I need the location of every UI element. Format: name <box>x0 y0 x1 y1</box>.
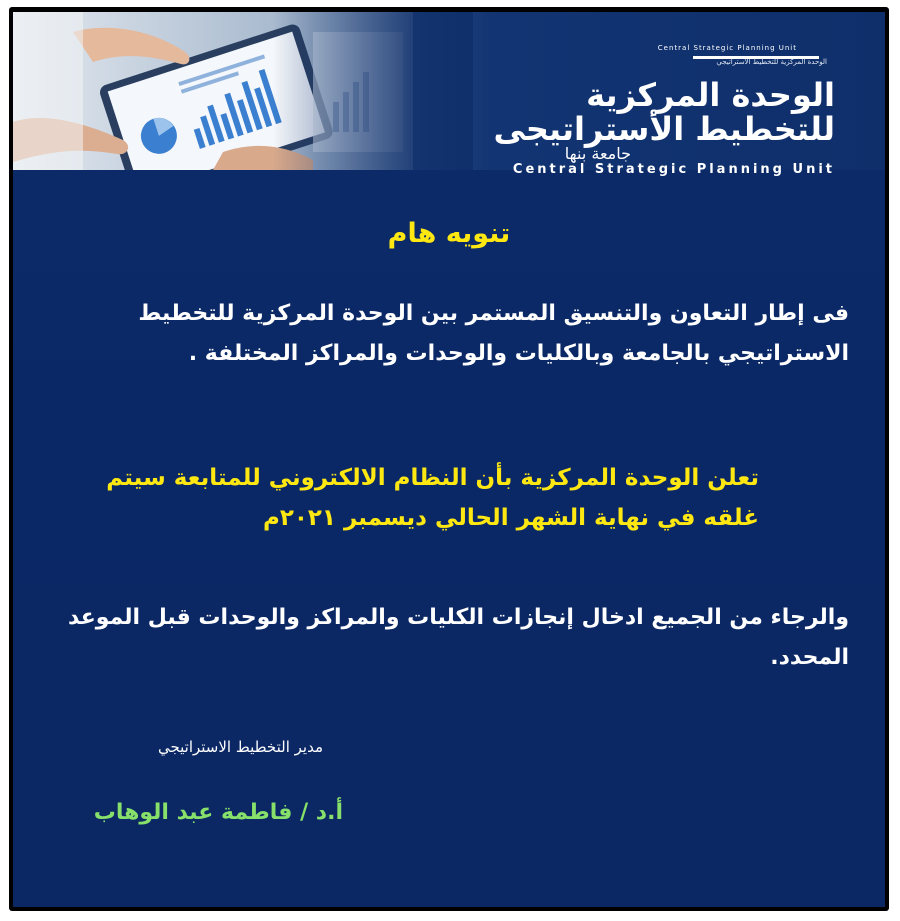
notice-content <box>13 170 885 907</box>
signatory-name: أ.د / فاطمة عبد الوهاب <box>93 800 343 825</box>
signatory-title: مدير التخطيط الاستراتيجي <box>157 738 323 756</box>
notice-paragraph-intro: فى إطار التعاون والتنسيق المستمر بين الوحدة المركزية للتخطيط الاستراتيجي بالجامعة وبالكليات والوحدات والمراكز المختلفة . <box>138 301 849 366</box>
logo-caption: الوحدة المركزية للتخطيط الاستراتيجي <box>716 58 827 66</box>
unit-title-line1: الوحدة المركزية <box>586 76 835 114</box>
logo-top-text: Central Strategic Planning Unit <box>657 44 797 52</box>
notice-paragraph-announcement: تعلن الوحدة المركزية بأن النظام الالكتروني للمتابعة سيتم غلقه في نهاية الشهر الحالي ديسمبر ٢٠٢١م <box>106 465 759 531</box>
notice-panel <box>13 12 885 907</box>
header-banner <box>13 12 885 177</box>
notice-heading: تنويه هام <box>387 218 511 249</box>
university-name: جامعة بنها <box>564 144 631 163</box>
unit-english-name: Central Strategic Planning Unit <box>512 162 835 177</box>
notice-paragraph-request: والرجاء من الجميع ادخال إنجازات الكليات والمراكز والوحدات قبل الموعد المحدد. <box>68 605 849 670</box>
unit-title-line2: للتخطيط الأستراتيجى <box>493 110 835 148</box>
banner-fade <box>273 12 473 170</box>
